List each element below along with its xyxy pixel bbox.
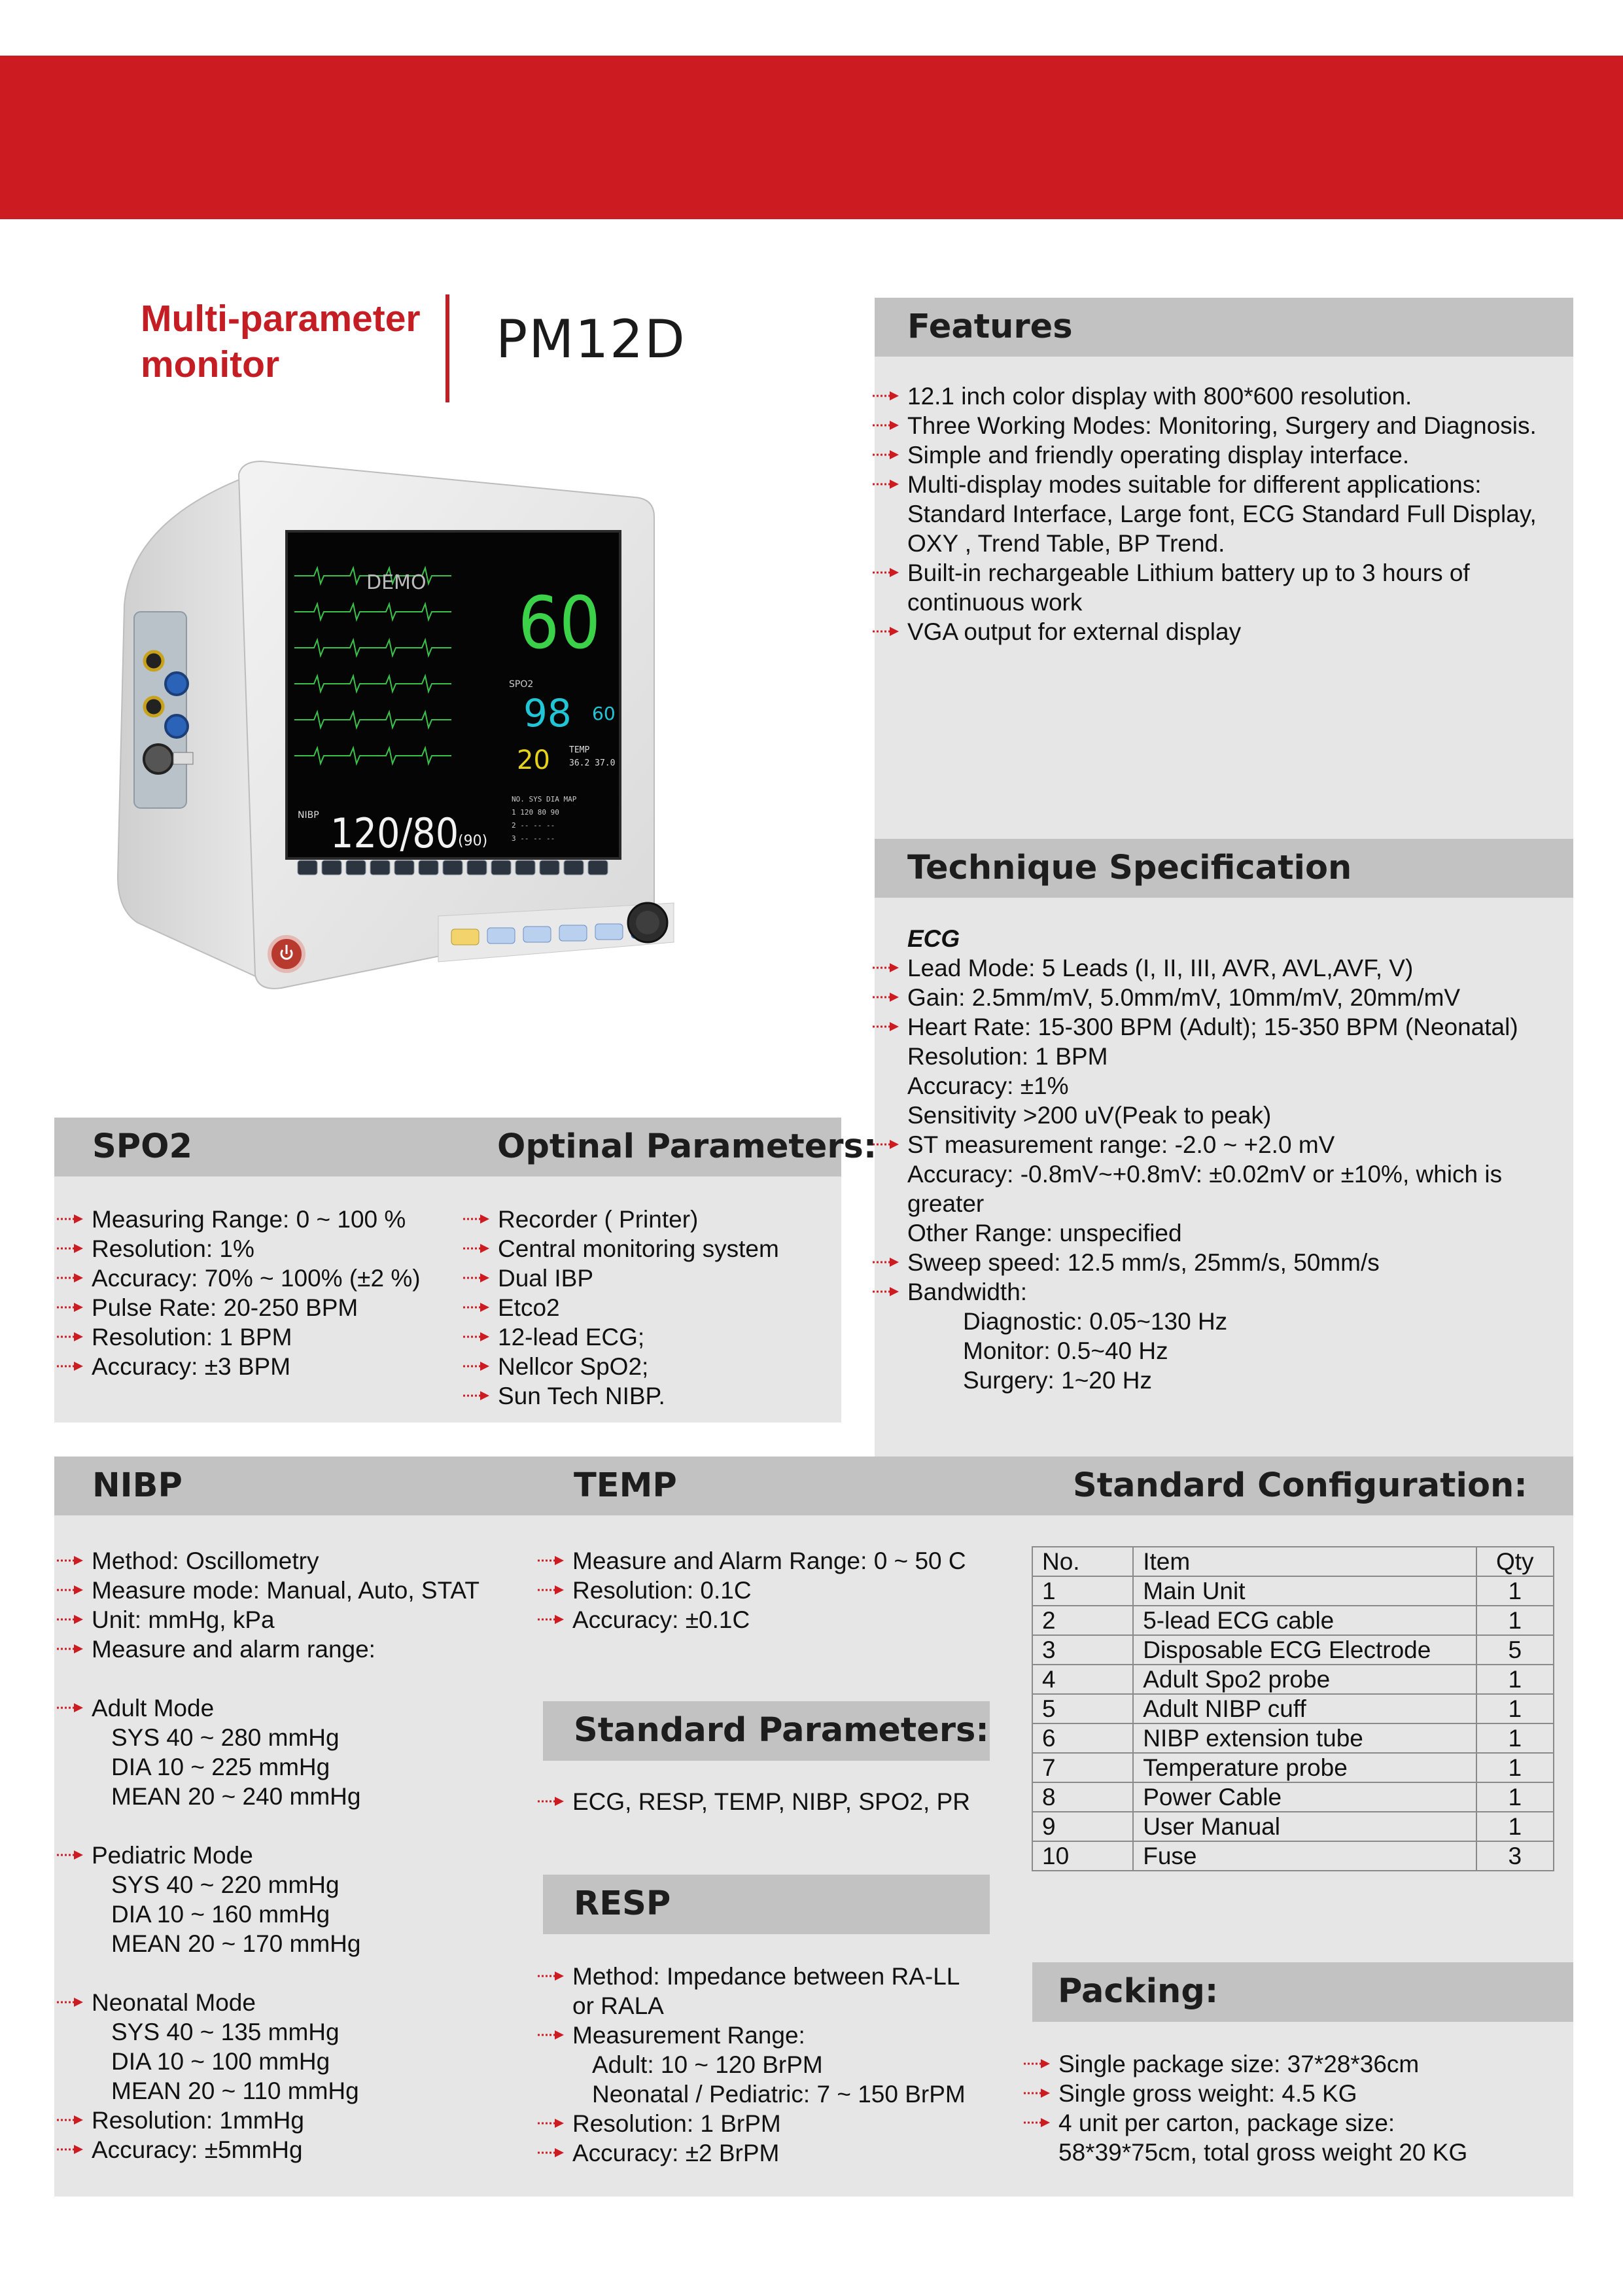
spo2-item-text: Resolution: 1 BPM [92, 1324, 292, 1351]
bullet-arrow-icon [56, 1212, 88, 1226]
nibp-line-text: DIA 10 ~ 100 mmHg [111, 2048, 330, 2075]
technique-line [871, 1130, 1518, 1159]
technique-line [871, 1101, 1518, 1130]
bullet-arrow-icon [871, 1285, 904, 1298]
temp-item [536, 1576, 966, 1605]
table-row [1032, 1635, 1554, 1665]
bullet-arrow-icon [536, 2028, 569, 2041]
bullet-arrow-icon [56, 1996, 88, 2009]
nibp-line [56, 1723, 480, 1752]
bullet-arrow-icon [536, 1554, 569, 1567]
nibp-line [56, 1958, 480, 1988]
technique-line [871, 1366, 1518, 1395]
config-cell-qty: 1 [1476, 1723, 1554, 1753]
svg-text:NO. SYS DIA MAP: NO. SYS DIA MAP [512, 795, 577, 804]
bullet-arrow-icon [56, 1701, 88, 1714]
bullet-arrow-icon [462, 1360, 495, 1373]
config-cell-qty: 5 [1476, 1635, 1554, 1665]
packing-line [1022, 2049, 1467, 2079]
resp-line [536, 1991, 966, 2021]
optional-list [462, 1205, 779, 1411]
nibp-line [56, 2076, 480, 2106]
config-cell-qty: 1 [1476, 1665, 1554, 1694]
feature-item [871, 617, 1537, 646]
config-cell-no: 7 [1032, 1753, 1133, 1782]
config-cell-no: 6 [1032, 1723, 1133, 1753]
config-cell-qty: 1 [1476, 1812, 1554, 1841]
bullet-arrow-icon [871, 419, 904, 432]
optional-item-text: Etco2 [498, 1294, 560, 1321]
temp-item [536, 1546, 966, 1576]
svg-text:1 120 80 90: 1 120 80 90 [512, 808, 559, 817]
packing-list [1022, 2049, 1467, 2167]
config-cell-item: Power Cable [1133, 1782, 1476, 1812]
config-cell-item: Temperature probe [1133, 1753, 1476, 1782]
config-cell-no: 4 [1032, 1665, 1133, 1694]
optional-item-text: 12-lead ECG; [498, 1324, 645, 1351]
technique-line-text: Bandwidth: [907, 1279, 1028, 1305]
features-list [871, 381, 1537, 646]
spo2-item-text: Accuracy: ±3 BPM [92, 1353, 291, 1380]
technique-list [871, 953, 1518, 1395]
technique-line-text: ST measurement range: -2.0 ~ +2.0 mV [907, 1131, 1335, 1158]
config-cell-no: 9 [1032, 1812, 1133, 1841]
nibp-line [56, 1870, 480, 1899]
feature-item [871, 588, 1537, 617]
config-title: Standard Configuration: [1073, 1466, 1527, 1505]
feature-item [871, 411, 1537, 440]
feature-item [871, 529, 1537, 558]
resp-line [536, 2079, 966, 2109]
resp-line-text: or RALA [572, 1992, 664, 2019]
bullet-arrow-icon [462, 1212, 495, 1226]
bullet-arrow-icon [536, 1795, 569, 1808]
technique-line [871, 1159, 1518, 1189]
feature-item-text: Simple and friendly operating display interface. [907, 442, 1410, 468]
table-row [1032, 1606, 1554, 1635]
spo2-item-text: Pulse Rate: 20-250 BPM [92, 1294, 358, 1321]
monitor-device-image [111, 458, 687, 995]
spo2-item [56, 1293, 421, 1322]
technique-ecg-subtitle: ECG [907, 925, 960, 952]
feature-item [871, 381, 1537, 411]
packing-title: Packing: [1058, 1972, 1219, 2011]
technique-line [871, 1307, 1518, 1336]
feature-item [871, 558, 1537, 588]
bullet-arrow-icon [1022, 2057, 1055, 2070]
bullet-arrow-icon [871, 566, 904, 579]
nibp-line [56, 2047, 480, 2076]
screen-spo2-value: 98 [523, 691, 572, 735]
spo2-item [56, 1322, 421, 1352]
screen-spo2-label: SPO2 [509, 679, 534, 690]
technique-line-text: greater [907, 1190, 985, 1217]
config-cell-item: Main Unit [1133, 1576, 1476, 1606]
svg-text:3 -- -- --: 3 -- -- -- [512, 834, 555, 843]
optional-item [462, 1263, 779, 1293]
config-cell-no: 2 [1032, 1606, 1133, 1635]
technique-line [871, 983, 1518, 1012]
nibp-line-text: Method: Oscillometry [92, 1547, 319, 1574]
config-cell-item: Adult NIBP cuff [1133, 1694, 1476, 1723]
technique-title: Technique Specification [907, 849, 1352, 887]
technique-line-text: Other Range: unspecified [907, 1220, 1182, 1246]
resp-list [536, 1962, 966, 2168]
bullet-arrow-icon [871, 625, 904, 638]
packing-line-text: Single package size: 37*28*36cm [1058, 2051, 1420, 2077]
bullet-arrow-icon [56, 1554, 88, 1567]
rotary-knob-image [625, 900, 671, 945]
feature-item-text: continuous work [907, 589, 1083, 616]
nibp-line [56, 1988, 480, 2017]
bullet-arrow-icon [536, 1583, 569, 1597]
config-cell-qty: 1 [1476, 1606, 1554, 1635]
bullet-arrow-icon [536, 2146, 569, 2159]
optional-item-text: Nellcor SpO2; [498, 1353, 649, 1380]
config-cell-item: Adult Spo2 probe [1133, 1665, 1476, 1694]
optional-item [462, 1352, 779, 1381]
nibp-line [56, 1693, 480, 1723]
optional-item-text: Sun Tech NIBP. [498, 1383, 665, 1409]
technique-line [871, 1042, 1518, 1071]
feature-item-text: OXY , Trend Table, BP Trend. [907, 530, 1225, 557]
features-title: Features [907, 308, 1073, 346]
feature-item [871, 499, 1537, 529]
technique-line [871, 1218, 1518, 1248]
bullet-arrow-icon [462, 1330, 495, 1343]
technique-line [871, 1189, 1518, 1218]
technique-line-text: Sensitivity >200 uV(Peak to peak) [907, 1102, 1272, 1129]
nibp-line [56, 1634, 480, 1664]
configuration-table [1032, 1546, 1554, 1871]
table-row [1032, 1782, 1554, 1812]
nibp-line [56, 1752, 480, 1782]
nibp-line [56, 1782, 480, 1811]
bullet-arrow-icon [56, 1301, 88, 1314]
temp-item-text: Accuracy: ±0.1C [572, 1606, 750, 1633]
technique-line-text: Resolution: 1 BPM [907, 1043, 1108, 1070]
nibp-line [56, 1546, 480, 1576]
nibp-line [56, 1899, 480, 1929]
product-type-title: Multi-parameter monitor [141, 298, 421, 385]
feature-item-text: VGA output for external display [907, 618, 1242, 645]
spo2-item-text: Measuring Range: 0 ~ 100 % [92, 1206, 406, 1233]
packing-line [1022, 2138, 1467, 2167]
spo2-item-text: Resolution: 1% [92, 1235, 254, 1262]
bullet-arrow-icon [56, 1848, 88, 1862]
standard-params-text [536, 1787, 970, 1816]
resp-line-text: Neonatal / Pediatric: 7 ~ 150 BrPM [592, 2081, 966, 2108]
temp-title: TEMP [574, 1466, 677, 1505]
technique-line-text: Sweep speed: 12.5 mm/s, 25mm/s, 50mm/s [907, 1249, 1380, 1276]
bullet-arrow-icon [871, 1020, 904, 1033]
technique-line-text: Surgery: 1~20 Hz [963, 1367, 1152, 1394]
spo2-title: SPO2 [92, 1127, 192, 1166]
bullet-arrow-icon [56, 1330, 88, 1343]
bullet-arrow-icon [871, 1256, 904, 1269]
resp-line-text: Adult: 10 ~ 120 BrPM [592, 2051, 823, 2078]
table-row [1032, 1665, 1554, 1694]
table-row [1032, 1841, 1554, 1871]
nibp-line [56, 2106, 480, 2135]
nibp-line-text: DIA 10 ~ 160 mmHg [111, 1901, 330, 1928]
packing-line [1022, 2108, 1467, 2138]
bullet-arrow-icon [56, 1271, 88, 1284]
bullet-arrow-icon [56, 1360, 88, 1373]
bullet-arrow-icon [536, 1969, 569, 1983]
screen-nibp-value: 120/80 [330, 809, 459, 857]
config-cell-qty: 1 [1476, 1753, 1554, 1782]
bullet-arrow-icon [56, 2113, 88, 2127]
temp-list [536, 1546, 966, 1634]
config-header-row [1032, 1547, 1554, 1576]
standard-params-title: Standard Parameters: [574, 1711, 989, 1750]
nibp-line-text: DIA 10 ~ 225 mmHg [111, 1754, 330, 1780]
screen-demo-label: DEMO [366, 571, 427, 594]
resp-line [536, 2138, 966, 2168]
feature-item-text: Three Working Modes: Monitoring, Surgery and Diagnosis. [907, 412, 1537, 439]
screen-hr-value: 60 [518, 581, 601, 665]
packing-line-text: 58*39*75cm, total gross weight 20 KG [1058, 2139, 1468, 2166]
config-cell-item: User Manual [1133, 1812, 1476, 1841]
resp-title: RESP [574, 1884, 671, 1923]
optional-item [462, 1381, 779, 1411]
resp-line [536, 1962, 966, 1991]
spo2-item [56, 1234, 421, 1263]
nibp-line [56, 1605, 480, 1634]
config-cell-qty: Qty [1476, 1547, 1554, 1576]
feature-item-text: Standard Interface, Large font, ECG Standard Full Display, [907, 501, 1537, 527]
feature-item-text: 12.1 inch color display with 800*600 resolution. [907, 383, 1412, 410]
resp-line-text: Measurement Range: [572, 2022, 805, 2049]
table-row [1032, 1576, 1554, 1606]
config-cell-no: 8 [1032, 1782, 1133, 1812]
svg-text:36.2 37.0: 36.2 37.0 [569, 758, 616, 768]
spo2-item [56, 1205, 421, 1234]
technique-line-text: Lead Mode: 5 Leads (I, II, III, AVR, AVL,AVF, V) [907, 955, 1414, 981]
technique-line-text: Accuracy: -0.8mV~+0.8mV: ±0.02mV or ±10%, which is [907, 1161, 1503, 1188]
nibp-line-text: Pediatric Mode [92, 1842, 253, 1869]
nibp-line [56, 1664, 480, 1693]
nibp-line-text: MEAN 20 ~ 170 mmHg [111, 1930, 361, 1957]
optional-item [462, 1293, 779, 1322]
nibp-line-text: Neonatal Mode [92, 1989, 256, 2016]
bullet-arrow-icon [536, 2117, 569, 2130]
spo2-list [56, 1205, 421, 1381]
screen-nibp-label: NIBP [298, 810, 319, 821]
nibp-line-text: Measure and alarm range: [92, 1636, 375, 1663]
nibp-line-text: SYS 40 ~ 135 mmHg [111, 2019, 340, 2045]
resp-line [536, 2021, 966, 2050]
bullet-arrow-icon [871, 961, 904, 974]
bullet-arrow-icon [56, 1642, 88, 1655]
bullet-arrow-icon [871, 389, 904, 402]
resp-line-text: Accuracy: ±2 BrPM [572, 2140, 780, 2166]
standard-params-text-text: ECG, RESP, TEMP, NIBP, SPO2, PR [572, 1788, 971, 1815]
bullet-arrow-icon [462, 1242, 495, 1255]
technique-line-text: Gain: 2.5mm/mV, 5.0mm/mV, 10mm/mV, 20mm/mV [907, 984, 1461, 1011]
nibp-line [56, 1841, 480, 1870]
resp-line-text: Resolution: 1 BrPM [572, 2110, 781, 2137]
nibp-line-text: Resolution: 1mmHg [92, 2107, 304, 2134]
technique-line-text: Accuracy: ±1% [907, 1072, 1069, 1099]
config-cell-item: Fuse [1133, 1841, 1476, 1871]
bullet-arrow-icon [1022, 2116, 1055, 2129]
config-cell-qty: 3 [1476, 1841, 1554, 1871]
nibp-line-text: SYS 40 ~ 220 mmHg [111, 1871, 340, 1898]
optional-item [462, 1205, 779, 1234]
temp-item [536, 1605, 966, 1634]
technique-line-text: Diagnostic: 0.05~130 Hz [963, 1308, 1228, 1335]
svg-text:TEMP: TEMP [569, 745, 590, 755]
feature-item-text: Built-in rechargeable Lithium battery up to 3 hours of [907, 559, 1470, 586]
nibp-line-text: MEAN 20 ~ 240 mmHg [111, 1783, 361, 1810]
bullet-arrow-icon [1022, 2087, 1055, 2100]
nibp-line-text: MEAN 20 ~ 110 mmHg [111, 2077, 359, 2104]
config-cell-no: 5 [1032, 1694, 1133, 1723]
feature-item [871, 470, 1537, 499]
screen-nibp-mean: (90) [458, 833, 488, 849]
resp-line-text: Method: Impedance between RA-LL [572, 1963, 960, 1990]
nibp-line [56, 2135, 480, 2164]
bullet-arrow-icon [871, 448, 904, 461]
optional-item-text: Central monitoring system [498, 1235, 779, 1262]
title-divider [445, 294, 449, 402]
config-cell-no: 1 [1032, 1576, 1133, 1606]
table-row [1032, 1812, 1554, 1841]
screen-resp-value: 20 [517, 745, 550, 775]
bullet-arrow-icon [56, 2143, 88, 2156]
temp-item-text: Resolution: 0.1C [572, 1577, 752, 1604]
model-name: PM12D [496, 309, 686, 370]
nibp-line-text: Adult Mode [92, 1695, 215, 1722]
optional-item-text: Dual IBP [498, 1265, 594, 1292]
spo2-item-text: Accuracy: 70% ~ 100% (±2 %) [92, 1265, 421, 1292]
technique-line [871, 953, 1518, 983]
temp-item-text: Measure and Alarm Range: 0 ~ 50 C [572, 1547, 966, 1574]
technique-line [871, 1277, 1518, 1307]
bullet-arrow-icon [462, 1389, 495, 1402]
nibp-line [56, 1811, 480, 1841]
config-cell-item: Disposable ECG Electrode [1133, 1635, 1476, 1665]
config-cell-item: Item [1133, 1547, 1476, 1576]
config-cell-no: 10 [1032, 1841, 1133, 1871]
config-cell-no: 3 [1032, 1635, 1133, 1665]
optional-item [462, 1234, 779, 1263]
config-cell-no: No. [1032, 1547, 1133, 1576]
nibp-line-text: Accuracy: ±5mmHg [92, 2136, 303, 2163]
packing-line [1022, 2079, 1467, 2108]
feature-item [871, 440, 1537, 470]
standard-params-list [536, 1787, 970, 1816]
technique-line-text: Heart Rate: 15-300 BPM (Adult); 15-350 BPM (Neonatal) [907, 1014, 1518, 1040]
bullet-arrow-icon [56, 1613, 88, 1626]
svg-text:2 -- -- --: 2 -- -- -- [512, 821, 555, 830]
table-row [1032, 1694, 1554, 1723]
bullet-arrow-icon [56, 1583, 88, 1597]
nibp-list [56, 1546, 480, 2164]
config-cell-item: NIBP extension tube [1133, 1723, 1476, 1753]
nibp-title: NIBP [92, 1466, 183, 1505]
optional-item [462, 1322, 779, 1352]
resp-line [536, 2050, 966, 2079]
packing-line-text: 4 unit per carton, package size: [1058, 2110, 1395, 2136]
nibp-line-text: SYS 40 ~ 280 mmHg [111, 1724, 340, 1751]
header-banner [0, 56, 1623, 219]
technique-line [871, 1248, 1518, 1277]
config-cell-qty: 1 [1476, 1576, 1554, 1606]
technique-line [871, 1012, 1518, 1042]
nibp-line [56, 2017, 480, 2047]
nibp-line-text: Unit: mmHg, kPa [92, 1606, 275, 1633]
bullet-arrow-icon [56, 1242, 88, 1255]
bullet-arrow-icon [462, 1301, 495, 1314]
table-row [1032, 1753, 1554, 1782]
bullet-arrow-icon [871, 991, 904, 1004]
bullet-arrow-icon [536, 1613, 569, 1626]
config-cell-item: 5-lead ECG cable [1133, 1606, 1476, 1635]
optional-title: Optinal Parameters: [497, 1127, 877, 1166]
nibp-line-text: Measure mode: Manual, Auto, STAT [92, 1577, 480, 1604]
nibp-line [56, 1576, 480, 1605]
technique-line [871, 1336, 1518, 1366]
resp-line [536, 2109, 966, 2138]
screen-pr-value: 60 [592, 703, 616, 724]
technique-line-text: Monitor: 0.5~40 Hz [963, 1337, 1168, 1364]
packing-line-text: Single gross weight: 4.5 KG [1058, 2080, 1357, 2107]
config-cell-qty: 1 [1476, 1694, 1554, 1723]
feature-item-text: Multi-display modes suitable for different applications: [907, 471, 1482, 498]
table-row [1032, 1723, 1554, 1753]
bullet-arrow-icon [462, 1271, 495, 1284]
spo2-item [56, 1352, 421, 1381]
technique-line [871, 1071, 1518, 1101]
config-cell-qty: 1 [1476, 1782, 1554, 1812]
nibp-line [56, 1929, 480, 1958]
spo2-item [56, 1263, 421, 1293]
bullet-arrow-icon [871, 478, 904, 491]
optional-item-text: Recorder ( Printer) [498, 1206, 699, 1233]
